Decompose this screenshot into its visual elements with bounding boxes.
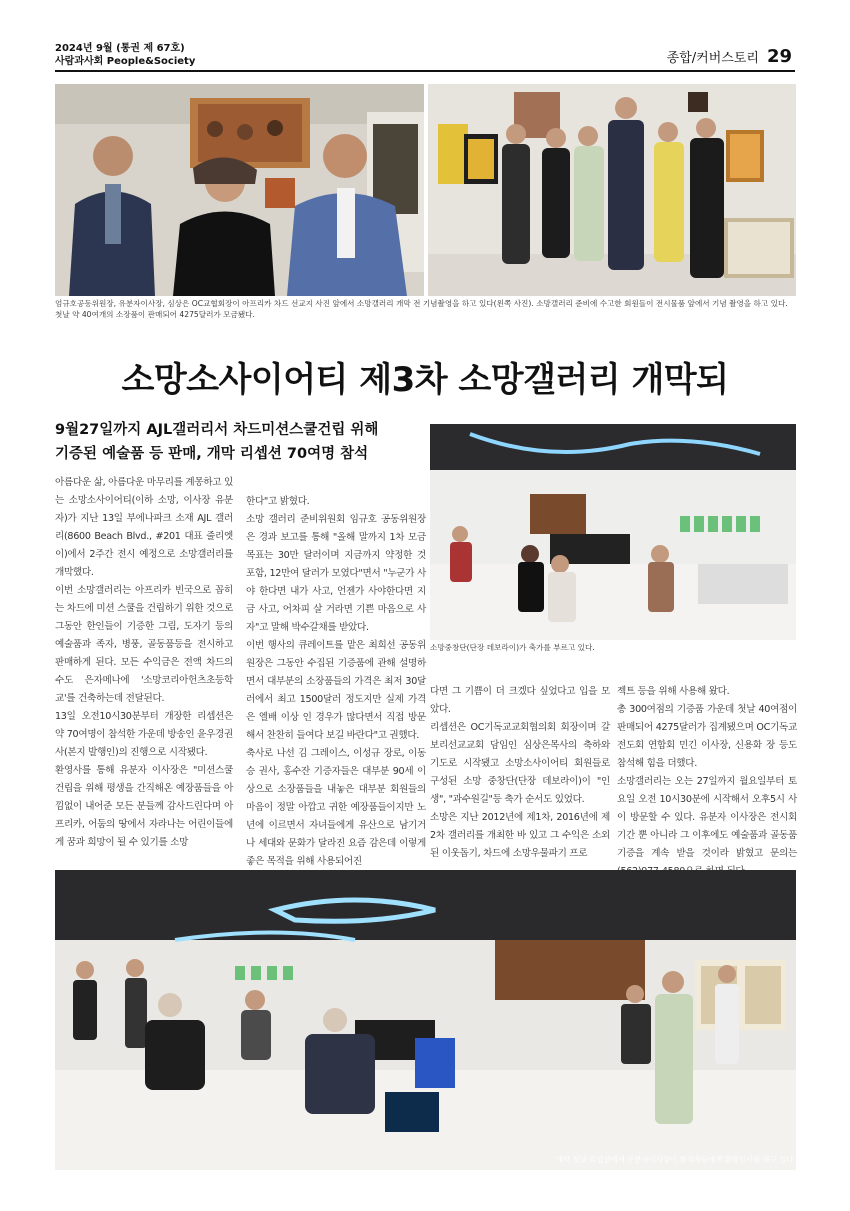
article-column-3: 다면 그 기쁨이 더 크겠다 싶었다고 입을 모았다. 리셉션은 OC기독교교회협의회 회장이며 갈보리선교교회 담임인 심상은목사의 축하와 기도로 시작됐고 소망소사이어티 회원들로 구성된 소망 중창단(단장 데보라이)이 "인생", "과수원길"등 축가 순서도 있었다. 소망은 지난 2012년에 제1차, 2016년에 제2차 갤러리를 개최한 바 있고 그 수익은 소외된 이웃돕기, 차드에 소망우물파기 프로 bbox=[430, 686, 610, 859]
page-number: 29 bbox=[766, 46, 792, 67]
subheadline-line-2: 기증된 예술품 등 판매, 개막 리셉션 70여명 참석 bbox=[55, 446, 369, 462]
masthead-title: 사람과사회 People&Society bbox=[55, 56, 196, 67]
article-column-2-top: 한다"고 밝혔다. 소망 갤러리 준비위원회 임규호 공동위원장은 경과 보고를 통해 "올해 말까지 1차 모금 목표는 30만 달러이며 지금까지 약정한 것 포함, 12만여 달러가 모였다"면서 "누군가 사야 한다면 내가 사고, 언젠가 사야한다면 지금 사고, 어차피 살 거라면 기쁜 마음으로 사자"고 말해 박수갈채를 받았다. 이번 행사의 큐레이트를 맡은 최희선 공동위원장은 그동안 수집된 기증품에 관해 설명하면서 대부분의 소장품들의 가격은 최저 30달러에서 최고 1500달러 정도지만 실제 가격은 엘배 이상 인 경우가 많다면서 직접 방문해서 찬찬히 들여다 보길 바란다"고 권했다. 축사로 나선 김 그레이스, 이성규 장로, 이동승 권사, 홍수잔 기증자들은 대부분 90세 이상으로 소장품들을 내놓은 대부분 회원들의 마음이 정말 아깝고 귀한 예장품들이지만 노년에 이르면서 자녀들에게 유산으로 남기거나 세대와 문화가 달라진 요즘 감은데 이렇게 좋은 목적을 위해 사용되어진 bbox=[246, 496, 426, 867]
mid-photo-caption: 소망중창단(단장 데보라이)가 축가를 부르고 있다. bbox=[430, 643, 595, 652]
article-column-4: 젝트 등을 위해 사용해 왔다. 총 300여점의 기증품 가운데 첫날 40여점이 판매되어 4275달러가 집계됐으며 OC기독교 전도회 연합회 민긴 이사장, 신용화 장 등도 참석해 힘을 더했다. 소망갤러리는 오는 27일까지 월요일부터 토요일 오전 10시30분에 시작해서 오후5시 사이 방문할 수 있다. 유분자 이사장은 전시회 기간 뿐 아니라 그 이후에도 예술품과 골동품 기증을 계속 받을 것이라 밝혔고 문의는 bbox=[617, 686, 797, 859]
issue-date: 2024년 9월 (통권 제 67호) bbox=[55, 43, 185, 54]
photo-choir-singing bbox=[430, 424, 796, 640]
subheadline bbox=[55, 418, 425, 466]
top-photo-caption: 엄규호공동위원장, 유분자이사장, 심상은 OC교협회장이 아프리카 차드 선교지 사진 앞에서 소망갤러리 개막 전 기념촬영을 하고 있다(왼쪽 사진). 소망갤러리 준비에 수고한 회원들이 전시물품 앞에서 기념 촬영을 하고 있다. 첫날 약 40여개의 소장품이 판매되어 4275달러가 모금됐다. bbox=[55, 299, 788, 319]
headline: 소망소사이어티 제3차 소망갤러리 개막되 bbox=[121, 360, 729, 400]
article-column-1: 아름다운 삶, 아름다운 마무리를 계몽하고 있는 소망소사이어티(이하 소망, 이사장 유분자)가 지난 13일 부에나파크 소재 AJL 갤러리(8600 Beach Blvd., #201 대표 줄리엣이)에서 2주간 전시 예정으로 소망갤러리를 개막했다. 이번 소망갤러리는 아프리카 빈국으로 꼽히는 차드에 미션 스쿨을 건립하기 위한 것으로 그동안 한인들이 기증한 그림, 도자기 등의 예술품과 족자, 병풍, 골동품등을 전시하고 판매하게 된다. 모든 수익금은 전액 차드의 수도 은자메나에 '소망코리아헌츠초등학교'를 건축하는데 전달된다. 13일 오전10시30분부터 개장한 리셉션은 약 70여명이 참석한 가운데 방송인 윤우경권사(본지 발행인)의 진행으로 시작됐다. 환영사를 통해 유분자 이사장은 "미션스쿨 건립을 위해 평생을 간직해온 예장품들을 아낌없이 내어준 모든 분들께 감사드린다며 아프리카, 어둠의 땅에서 자라나는 어린이들에게 꿈과 희망이 될 수 있기를 소망 bbox=[55, 477, 233, 848]
header-rule bbox=[55, 70, 795, 72]
photo-gallery-members bbox=[428, 84, 796, 296]
section-name: 종합/커버스토리 bbox=[666, 51, 759, 66]
photo-reception-welcome bbox=[55, 870, 796, 1170]
subheadline-line-1: 9월27일까지 AJL갤러리서 차드미션스쿨건립 위해 bbox=[55, 422, 379, 438]
masthead-block bbox=[55, 42, 195, 68]
section-block bbox=[667, 46, 792, 67]
photo-three-officials bbox=[55, 84, 424, 296]
bottom-photo-caption: 개막 첫날 리셉션에서 유분자이사장이 참석자들에게 환영인사를 하고 있다. bbox=[555, 1155, 796, 1164]
